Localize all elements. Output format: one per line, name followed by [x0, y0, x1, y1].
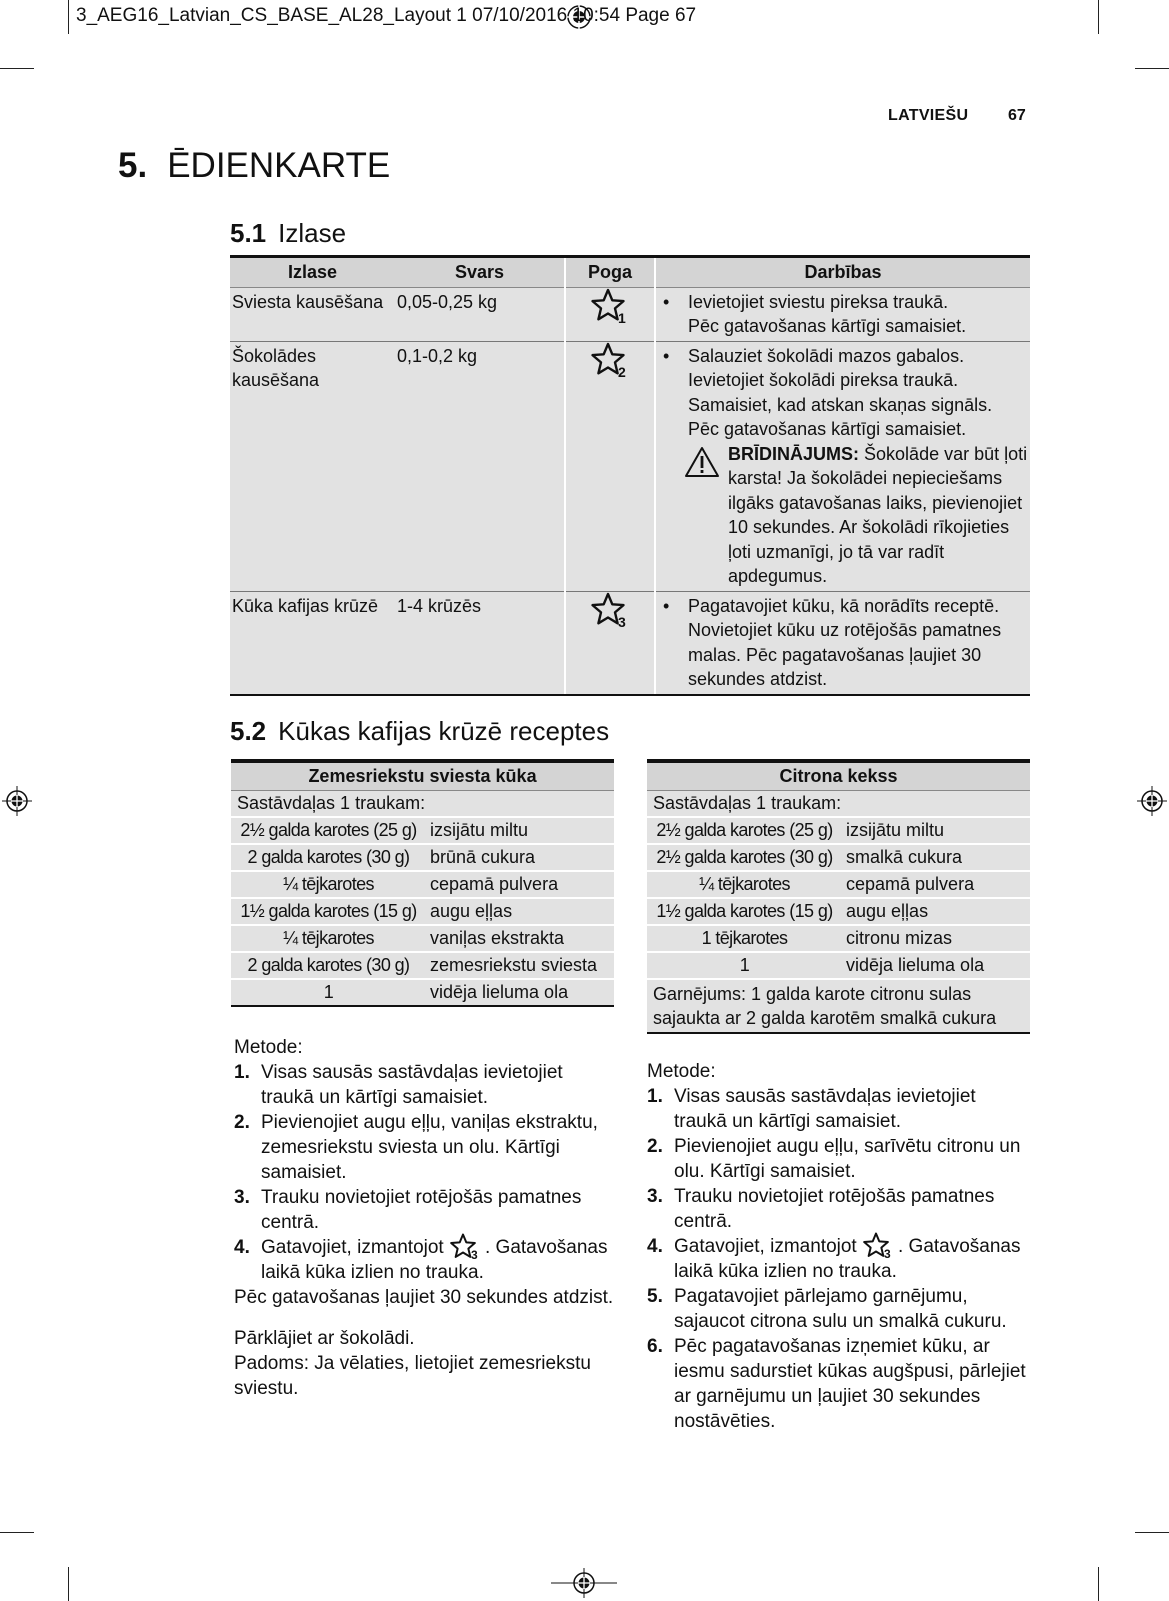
print-slug: 3_AEG16_Latvian_CS_BASE_AL28_Layout 1 07/10/2016 10:54 Page 67 — [76, 5, 697, 26]
programme-button — [565, 341, 655, 591]
section-heading — [230, 716, 609, 747]
button-number: 3 — [618, 613, 626, 630]
recipe-table-peanut-butter — [231, 759, 614, 1007]
section-heading — [230, 218, 346, 249]
ingredients-label: Sastāvdaļas 1 traukam: — [647, 791, 1030, 818]
crop-mark — [1135, 68, 1169, 69]
warning-text: Šokolāde var būt ļoti karsta! Ja šokolādei nepieciešams ilgāks gatavošanas laiks, pievienojiet 10 sekundes. Ar šokolādi rīkojieties ļoti uzmanīgi, jo tā var radīt apdegumus. — [728, 443, 1028, 586]
after-note: Pēc gatavošanas ļaujiet 30 sekundes atdzist. — [234, 1287, 614, 1308]
recipe-table-lemon — [647, 759, 1030, 1034]
table-header-row — [230, 257, 1030, 288]
column-header: Izlase — [230, 257, 395, 288]
method-step: 1. Visas sausās sastāvdaļas ievietojiet traukā un kārtīgi samaisiet. — [647, 1086, 976, 1132]
programme-name: Sviesta kausēšana — [230, 287, 395, 341]
method-label: Metode: — [647, 1061, 716, 1082]
action-item: • Pagatavojiet kūku, kā norādīts receptē. Novietojiet kūku uz rotējošās pamatnes malas. Pēc pagatavošanas ļaujiet 30 sekundes atdzist. — [688, 594, 1028, 692]
ingredient-row: 1 tējkarotes citronu mizas — [647, 925, 1030, 952]
ingredient-row: ¼ tējkarotes cepamā pulvera — [231, 871, 614, 898]
programme-name: Kūka kafijas krūzē — [230, 591, 395, 695]
section-title: Kūkas kafijas krūzē receptes — [278, 716, 610, 746]
ingredient-row: 2½ galda karotes (25 g) izsijātu miltu — [647, 817, 1030, 844]
programme-weight: 0,1-0,2 kg — [395, 341, 565, 591]
ingredient-row: 1 vidēja lieluma ola — [647, 952, 1030, 979]
recipe-title: Citrona kekss — [647, 761, 1030, 791]
ingredient-row: 2 galda karotes (30 g) zemesriekstu sviesta — [231, 952, 614, 979]
section-number: 5.1 — [230, 218, 267, 248]
ingredient-row: 2 galda karotes (30 g) brūnā cukura — [231, 844, 614, 871]
warning-label: BRĪDINĀJUMS: — [728, 443, 860, 464]
method-step: 5. Pagatavojiet pārlejamo garnējumu, sajaucot citrona sulu un smalkā cukuru. — [647, 1286, 1007, 1332]
programme-weight: 0,05-0,25 kg — [395, 287, 565, 341]
method-step: 1. Visas sausās sastāvdaļas ievietojiet traukā un kārtīgi samaisiet. — [234, 1062, 563, 1108]
programme-table — [230, 255, 1030, 696]
method-step: 4. Gatavojiet, izmantojot 3 . Gatavošanas laikā kūka izlien no trauka. — [234, 1235, 614, 1285]
table-row — [230, 341, 1030, 591]
ingredient-row: 1½ galda karotes (15 g) augu eļļas — [647, 898, 1030, 925]
action-item: • Salauziet šokolādi mazos gabalos. Ievietojiet šokolādi pireksa traukā. Samaisiet, kad atskan skaņas signāls. Pēc gatavošanas kārtīgi samaisiet. BRĪDINĀJUMS: Šokolāde var būt ļoti karsta! Ja šokolādei nepieciešams ilgāks gatavošanas laiks, pievienojiet 10 sekundes. Ar šokolādi rīkojieties ļoti uzmanīgi, jo tā var radīt apdegumus. — [688, 344, 1028, 589]
ingredient-row: ¼ tējkarotes cepamā pulvera — [647, 871, 1030, 898]
section-number: 5.2 — [230, 716, 267, 746]
action-item: • Ievietojiet sviestu pireksa traukā. Pēc gatavošanas kārtīgi samaisiet. — [688, 290, 1028, 339]
warning-triangle-icon — [684, 446, 720, 478]
ingredient-row: 1 vidēja lieluma ola — [231, 979, 614, 1006]
registration-mark-icon — [551, 1568, 617, 1598]
crop-mark — [0, 68, 34, 69]
registration-mark-icon — [1137, 786, 1167, 816]
crop-mark — [0, 1532, 34, 1533]
ingredient-row: 2½ galda karotes (30 g) smalkā cukura — [647, 844, 1030, 871]
method-right — [647, 1059, 1032, 1434]
crop-mark — [1098, 1567, 1099, 1601]
method-step: 6. Pēc pagatavošanas izņemiet kūku, ar iesmu sadurstiet kūkas augšpusi, pārlejiet ar garnējumu un ļaujiet 30 sekundes nostāvēties. — [647, 1336, 1026, 1432]
chapter-number: 5. — [118, 146, 148, 185]
tip-note: Pārklājiet ar šokolādi. — [234, 1328, 415, 1349]
method-step: 2. Pievienojiet augu eļļu, sarīvētu citronu un olu. Kārtīgi samaisiet. — [647, 1136, 1021, 1182]
ingredient-row: 2½ galda karotes (25 g) izsijātu miltu — [231, 817, 614, 844]
method-step: 2. Pievienojiet augu eļļu, vaniļas ekstraktu, zemesriekstu sviesta un olu. Kārtīgi samaisiet. — [234, 1112, 598, 1183]
garnish-note: Garnējums: 1 galda karote citronu sulas sajaukta ar 2 galda karotēm smalkā cukura — [647, 979, 1030, 1033]
programme-actions — [655, 341, 1030, 591]
page-number: 67 — [1008, 107, 1026, 124]
chapter-heading — [118, 146, 390, 186]
star-outline-icon: 3 — [449, 1235, 485, 1257]
method-step: 3. Trauku novietojiet rotējošās pamatnes centrā. — [647, 1186, 995, 1232]
section-title: Izlase — [278, 218, 347, 248]
crop-mark — [68, 0, 69, 34]
method-step: 4. Gatavojiet, izmantojot 3 . Gatavošanas laikā kūka izlien no trauka. — [647, 1234, 1032, 1284]
crop-mark — [1135, 1532, 1169, 1533]
programme-button — [565, 591, 655, 695]
registration-mark-icon — [2, 786, 32, 816]
crop-mark — [68, 1567, 69, 1601]
button-number: 1 — [618, 309, 626, 326]
method-label: Metode: — [234, 1037, 303, 1058]
column-header: Svars — [395, 257, 565, 288]
star-outline-icon — [588, 592, 632, 632]
star-outline-icon — [588, 288, 632, 328]
programme-weight: 1-4 krūzēs — [395, 591, 565, 695]
recipe-title: Zemesriekstu sviesta kūka — [231, 761, 614, 791]
column-header: Darbības — [655, 257, 1030, 288]
button-number: 2 — [618, 363, 626, 380]
chapter-title: ĒDIENKARTE — [167, 146, 391, 185]
programme-name: Šokolādes kausēšana — [230, 341, 395, 591]
table-row — [230, 591, 1030, 695]
running-header-language: LATVIEŠU — [888, 107, 969, 124]
method-left — [234, 1035, 614, 1401]
column-header: Poga — [565, 257, 655, 288]
method-step: 3. Trauku novietojiet rotējošās pamatnes centrā. — [234, 1187, 582, 1233]
star-outline-icon: 3 — [862, 1234, 898, 1256]
programme-actions — [655, 591, 1030, 695]
ingredient-row: 1½ galda karotes (15 g) augu eļļas — [231, 898, 614, 925]
tip-note: Padoms: Ja vēlaties, lietojiet zemesriekstu sviestu. — [234, 1353, 591, 1399]
programme-actions — [655, 287, 1030, 341]
star-outline-icon — [588, 342, 632, 382]
ingredient-row: ¼ tējkarotes vaniļas ekstrakta — [231, 925, 614, 952]
warning-note — [688, 442, 1028, 589]
programme-button — [565, 287, 655, 341]
ingredients-label: Sastāvdaļas 1 traukam: — [231, 791, 614, 818]
table-row — [230, 287, 1030, 341]
crop-mark — [1098, 0, 1099, 34]
